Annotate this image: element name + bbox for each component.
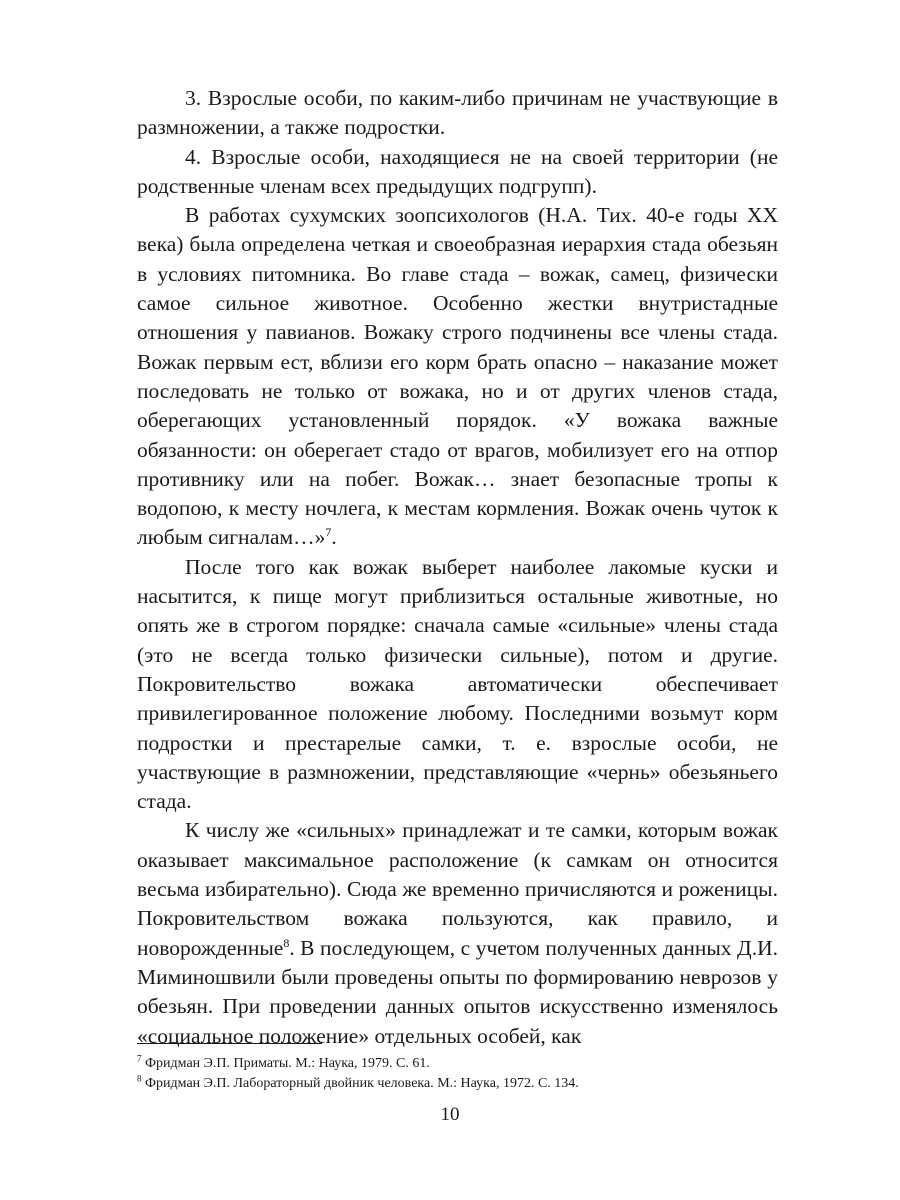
footnotes bbox=[137, 1054, 778, 1094]
footnote-7: $^7$ Фридман Э.П. Приматы. М.: Наука, 1979. С. 61. bbox=[137, 1053, 430, 1071]
paragraph-hierarchy: В работах сухумских зоопсихологов (Н.А. Тих. 40-е годы XX века) была определена четкая и своеобразная иерархия стада обезьян в условиях питомника. Во главе стада – вожак, самец, физически самое сильное животное. Особенно жестки внутристадные отношения у павианов. Вожаку строго подчинены все члены стада. Вожак первым ест, вблизи его корм брать опасно – наказание может последовать не только от вожака, но и от других членов стада, оберегающих установленный порядок. «У вожака важные обязанности: он оберегает стадо от врагов, мобилизует его на отпор противнику или на побег. Вожак… знает безопасные тропы к водопою, к месту ночлега, к местам кормления. Вожак очень чуток к любым сигналам…»$^7$. bbox=[137, 203, 778, 550]
footnote-reference-8[interactable]: 8 bbox=[283, 935, 290, 950]
paragraph-list-item-2: 4. Взрослые особи, находящиеся не на своей территории (не родственные членам всех предыдущих подгрупп). bbox=[137, 144, 778, 198]
footnote-reference-7[interactable]: 7 bbox=[325, 525, 332, 540]
paragraph-strong-members: К числу же «сильных» принадлежат и те самки, которым вожак оказывает максимальное расположение (к самкам он относится весьма избирательно). Сюда же временно причисляются и роженицы. Покровительством вожака пользуются, как правило, и новорожденные$^8$. В последующем, с учетом полученных данных Д.И. Миминошвили были проведены опыты по формированию неврозов у обезьян. При проведении данных опытов искусственно изменялось «социальное положение» отдельных особей, как bbox=[137, 818, 778, 1048]
footnote-separator bbox=[137, 1043, 322, 1044]
paragraph-feeding-order: После того как вожак выберет наиболее лакомые куски и насытится, к пище могут приблизиться остальные животные, но опять же в строгом порядке: сначала самые «сильные» члены стада (это не всегда только физически сильные), потом и другие. Покровительство вожака автоматически обеспечивает привилегированное положение любому. Последними возьмут корм подростки и престарелые самки, т. е. взрослые особи, не участвующие в размножении, представляющие «чернь» обезьяньего стада. bbox=[137, 554, 778, 814]
body-text bbox=[137, 84, 778, 1051]
page-number: 10 bbox=[440, 1104, 460, 1125]
paragraph-list-item-1: 3. Взрослые особи, по каким-либо причинам не участвующие в размножении, а также подростки. bbox=[137, 86, 778, 140]
footnote-8: $^8$ Фридман Э.П. Лабораторный двойник человека. М.: Наука, 1972. С. 134. bbox=[137, 1073, 579, 1091]
